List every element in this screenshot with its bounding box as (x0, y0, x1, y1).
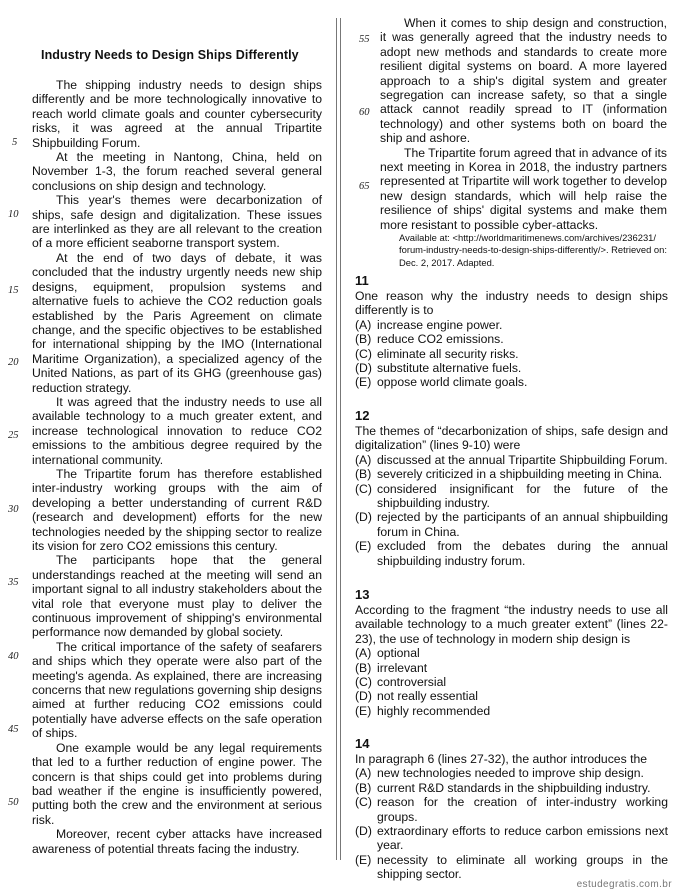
option-letter: (A) (355, 646, 372, 661)
option-text: not really essential (377, 689, 478, 704)
line-number: 20 (8, 357, 19, 368)
option-letter: (C) (355, 675, 372, 690)
option-letter: (D) (355, 510, 372, 525)
option-text: controversial (377, 675, 447, 690)
option-text: reduce CO2 emissions. (377, 332, 504, 347)
option-letter: (B) (355, 780, 372, 795)
option-letter: (A) (355, 452, 372, 467)
option-text: discussed at the annual Tripartite Shipbuilding Forum. (377, 452, 668, 467)
question-number: 14 (355, 736, 370, 751)
line-number: 5 (12, 137, 18, 148)
column-divider (336, 18, 341, 860)
line-number: 25 (8, 430, 19, 441)
answer-option[interactable] (355, 675, 668, 689)
article-paragraph: At the end of two days of debate, it was concluded that the industry urgently needs new ship designs, equipment, propulsion systems and alternative fuels to achieve the CO2 reduction goals established by the Paris Agreement on climate change, and the specific objectives to be established for international shipping by the IMO (International Maritime Organization), a specialized agency of the United Nations, as part of its GHG (greenhouse gas) reduction strategy. (32, 250, 322, 395)
answer-option[interactable] (355, 781, 668, 795)
answer-option[interactable] (355, 482, 668, 511)
article-paragraph: The critical importance of the safety of seafarers and ships which they operate were also part of the meeting's agenda. As explained, there are increasing concerns that new regulations governing ship designs aimed at further reducing CO2 emissions could potentially have adverse effects on the safe operation of ships. (32, 639, 322, 741)
line-number: 45 (8, 724, 19, 735)
article-paragraph: One example would be any legal requirements that led to a further reduction of engine power. The concern is that ships could get into problems during bad weather if the engine is insufficiently powered, putting both the crew and the environment at serious risk. (32, 740, 322, 827)
article-paragraph: The participants hope that the general understandings reached at the meeting will send an important signal to all industry stakeholders about the vital role that everyone must play to deliver the continuous improvement of shipping's environmental performance now demanded by global society. (32, 553, 322, 640)
option-text: severely criticized in a shipbuilding meeting in China. (377, 467, 663, 482)
answer-option[interactable] (355, 689, 668, 703)
option-text: eliminate all security risks. (377, 346, 519, 361)
question-stem: One reason why the industry needs to design ships differently is to (355, 289, 668, 318)
article-paragraph: The Tripartite forum agreed that in advance of its next meeting in Korea in 2018, the industry partners represented at Tripartite will work together to develop new design standards, which will help raise the resilience of ships' digital systems and make them more resistant to possible cyber-attacks. (380, 145, 667, 232)
question-number: 11 (355, 273, 369, 288)
site-watermark: estudegratis.com.br (576, 879, 672, 890)
answer-option[interactable] (355, 453, 668, 467)
line-number: 15 (8, 285, 19, 296)
question-number: 12 (355, 408, 370, 423)
line-number: 35 (8, 577, 19, 588)
option-letter: (B) (355, 332, 372, 347)
answer-option[interactable] (355, 646, 668, 660)
line-number: 65 (359, 181, 370, 192)
option-letter: (E) (355, 852, 372, 867)
option-letter: (B) (355, 467, 372, 482)
article-paragraph: The Tripartite forum has therefore established inter-industry working groups with the aim of developing a better understanding of current R&D (research and development) efforts for the new technologies needed by the shipping sector to realize its vision for zero CO2 emissions this century. (32, 466, 322, 553)
option-letter: (A) (355, 317, 372, 332)
option-text: reason for the creation of inter-industry working groups. (377, 795, 668, 824)
option-letter: (C) (355, 346, 372, 361)
question-number: 13 (355, 587, 370, 602)
option-letter: (E) (355, 703, 372, 718)
line-number: 10 (8, 209, 19, 220)
answer-option[interactable] (355, 332, 668, 346)
option-letter: (D) (355, 361, 372, 376)
option-letter: (E) (355, 539, 372, 554)
option-letter: (D) (355, 824, 372, 839)
line-number: 40 (8, 651, 19, 662)
option-letter: (C) (355, 481, 372, 496)
article-paragraph: This year's themes were decarbonization of ships, safe design and digitalization. These issues are interlinked as they are all relevant to the creation of a more efficient seaborne transport system. (32, 193, 322, 251)
option-text: necessity to eliminate all working groups in the shipping sector. (377, 852, 668, 882)
option-text: oppose world climate goals. (377, 375, 528, 390)
option-text: extraordinary efforts to reduce carbon emissions next year. (377, 824, 668, 853)
answer-option[interactable] (355, 318, 668, 332)
article-body-left (32, 78, 322, 856)
answer-option[interactable] (355, 704, 668, 718)
option-text: optional (377, 646, 420, 661)
article-paragraph: At the meeting in Nantong, China, held on November 1-3, the forum reached several general conclusions on ship design and technology. (32, 150, 322, 193)
option-letter: (E) (355, 375, 372, 390)
option-letter: (C) (355, 795, 372, 810)
line-number: 30 (8, 504, 19, 515)
article-title: Industry Needs to Design Ships Differently (41, 48, 299, 62)
answer-option[interactable] (355, 361, 668, 375)
question-stem: The themes of “decarbonization of ships, safe design and digitalization” (lines 9-10) were (355, 424, 668, 453)
option-text: irrelevant (377, 660, 428, 675)
option-text: current R&D standards in the shipbuilding industry. (377, 780, 651, 795)
question-stem: In paragraph 6 (lines 27-32), the author introduces the (355, 752, 648, 766)
question-14 (355, 736, 668, 882)
article-paragraph: It was agreed that the industry needs to use all available technology to a much greater extent, and increase technological innovation to reduce CO2 emissions to the ambitious degree required by the international community. (32, 394, 322, 467)
option-letter: (B) (355, 660, 372, 675)
answer-option[interactable] (355, 539, 668, 568)
question-11 (355, 273, 668, 390)
answer-option[interactable] (355, 795, 668, 824)
option-text: substitute alternative fuels. (377, 361, 522, 376)
answer-option[interactable] (355, 467, 668, 481)
answer-option[interactable] (355, 510, 668, 539)
option-text: considered insignificant for the future of the shipbuilding industry. (377, 481, 668, 511)
option-letter: (A) (355, 766, 372, 781)
article-source: Available at: <http://worldmaritimenews.com/archives/236231/ forum-industry-needs-to-design-ships-differently/>. Retrieved on: Dec. 2, 2017. Adapted. (399, 232, 667, 268)
option-text: highly recommended (377, 703, 491, 718)
option-text: new technologies needed to improve ship design. (377, 766, 644, 781)
line-number: 55 (359, 34, 370, 45)
article-paragraph: When it comes to ship design and construction, it was generally agreed that the industry needs to adopt new methods and standards to create more resilient digital systems on board. A more layered approach to a ship's digital system and greater segregation can increase safety, so that a single attack cannot readily spread to IT (information technology) and other systems both on board the ship and ashore. (380, 16, 667, 146)
question-12 (355, 408, 668, 568)
article-body-right (380, 16, 667, 232)
answer-option[interactable] (355, 853, 668, 882)
article-paragraph: The shipping industry needs to design ships differently and be more technologically innovative to reach world climate goals and counter cybersecurity risks, it was agreed at the annual Tripartite Shipbuilding Forum. (32, 78, 322, 150)
line-number: 60 (359, 107, 370, 118)
option-text: increase engine power. (377, 317, 503, 332)
question-stem: According to the fragment “the industry needs to use all available technology to a much greater extent” (lines 22-23), the use of technology in modern ship design is (355, 603, 668, 646)
option-letter: (D) (355, 689, 372, 704)
question-13 (355, 587, 668, 718)
answer-option[interactable] (355, 347, 668, 361)
answer-option[interactable] (355, 766, 668, 780)
answer-option[interactable] (355, 375, 668, 389)
article-paragraph: Moreover, recent cyber attacks have increased awareness of potential threats facing the industry. (32, 827, 322, 856)
option-text: excluded from the debates during the annual shipbuilding industry forum. (377, 539, 668, 568)
line-number: 50 (8, 797, 19, 808)
option-text: rejected by the participants of an annual shipbuilding forum in China. (377, 510, 668, 539)
answer-option[interactable] (355, 661, 668, 675)
answer-option[interactable] (355, 824, 668, 853)
